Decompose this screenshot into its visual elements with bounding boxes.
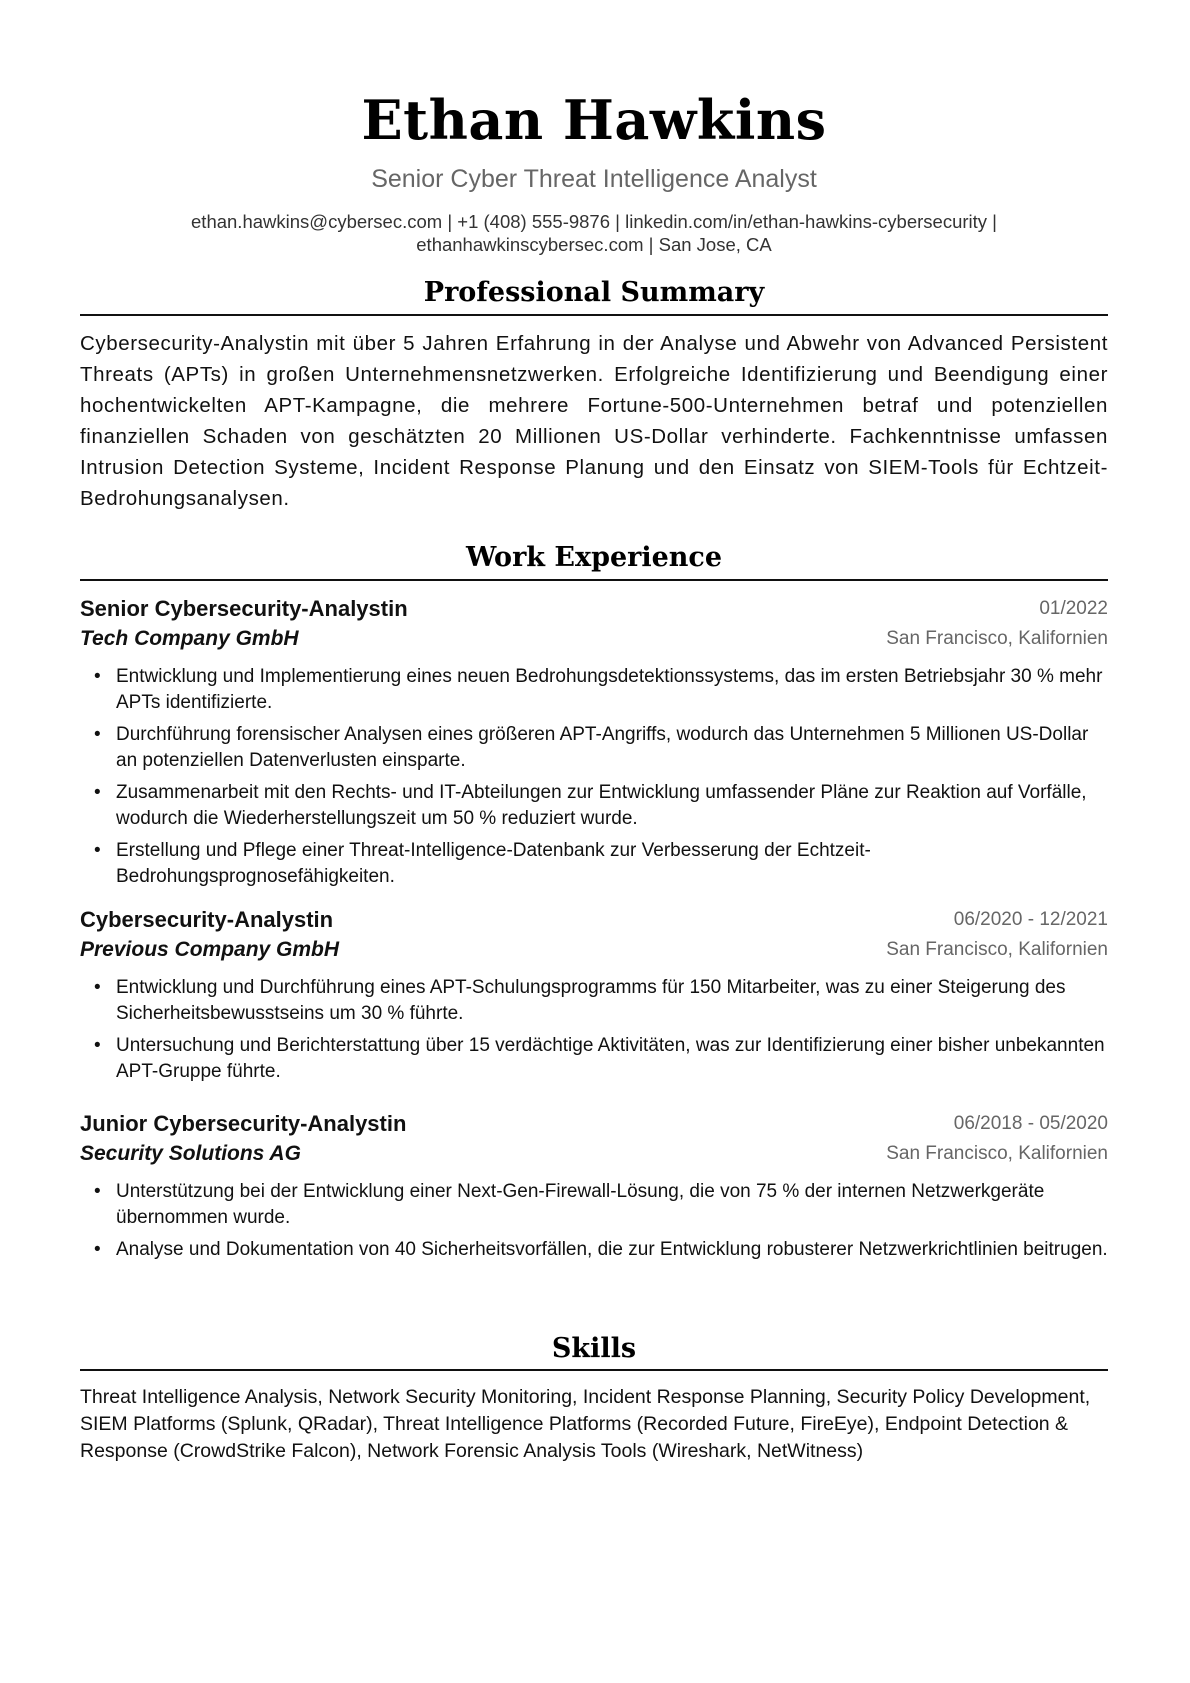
job-location: San Francisco, Kalifornien (886, 939, 1108, 960)
job-company: Previous Company GmbH (80, 938, 340, 961)
job-title: Junior Cybersecurity-Analystin (80, 1111, 407, 1136)
contact-line-2: ethanhawkinscybersec.com | San Jose, CA (416, 234, 772, 255)
experience-divider (80, 579, 1108, 581)
list-item (80, 664, 1108, 716)
bullet-text: Durchführung forensischer Analysen eines größeren APT-Angriffs, wodurch das Unternehmen 5 Millionen US-Dollar an potenziellen Datenverlusten einsparte. (116, 724, 1089, 771)
job-bullets (80, 664, 1108, 890)
job-location: San Francisco, Kalifornien (886, 1143, 1108, 1164)
job-title: Senior Cybersecurity-Analystin (80, 596, 408, 621)
job-bullets (80, 1179, 1108, 1263)
job-location: San Francisco, Kalifornien (886, 628, 1108, 649)
job-date: 06/2018 - 05/2020 (953, 1113, 1108, 1134)
summary-text: Cybersecurity-Analystin mit über 5 Jahren Erfahrung in der Analyse und Abwehr von Advanced Persistent Threats (APTs) in großen Unternehmensnetzwerken. Erfolgreiche Identifizierung und Beendigung einer hochentwickelten APT-Kampagne, die mehrere Fortune-500-Unternehmen betraf und potenziellen finanziellen Schaden von geschätzten 20 Millionen US-Dollar verhinderte. Fachkenntnisse umfassen Intrusion Detection Systeme, Incident Response Planung und den Einsatz von SIEM-Tools für Echtzeit-Bedrohungsanalysen. (80, 332, 1108, 510)
bullet-icon: • (94, 666, 101, 687)
list-item (80, 838, 1108, 890)
summary-heading: Professional Summary (423, 277, 765, 308)
list-item (80, 975, 1108, 1027)
list-item (80, 780, 1108, 832)
bullet-text: Untersuchung und Berichterstattung über 15 verdächtige Aktivitäten, was zur Identifizierung einer bisher unbekannten APT-Gruppe führte. (116, 1035, 1105, 1082)
experience-heading: Work Experience (465, 542, 723, 573)
list-item (80, 1237, 1108, 1263)
skills-divider (80, 1369, 1108, 1371)
job-entry (80, 594, 1108, 896)
job-entry (80, 1109, 1108, 1269)
bullet-icon: • (94, 724, 101, 745)
bullet-text: Unterstützung bei der Entwicklung einer Next-Gen-Firewall-Lösung, die von 75 % der internen Netzwerkgeräte übernommen wurde. (116, 1181, 1045, 1228)
bullet-icon: • (94, 782, 101, 803)
candidate-name: Ethan Hawkins (361, 88, 827, 152)
skills-text: Threat Intelligence Analysis, Network Security Monitoring, Incident Response Planning, Security Policy Development, SIEM Platforms (Splunk, QRadar), Threat Intelligence Platforms (Recorded Future, FireEye), Endpoint Detection & Response (CrowdStrike Falcon), Network Forensic Analysis Tools (Wireshark, NetWitness) (80, 1386, 1091, 1462)
candidate-title: Senior Cyber Threat Intelligence Analyst (371, 165, 817, 193)
list-item (80, 1033, 1108, 1085)
bullet-text: Erstellung und Pflege einer Threat-Intelligence-Datenbank zur Verbesserung der Echtzeit-Bedrohungsprognosefähigkeiten. (116, 840, 871, 887)
job-bullets (80, 975, 1108, 1085)
bullet-icon: • (94, 1035, 101, 1056)
bullet-icon: • (94, 840, 101, 861)
job-entry (80, 905, 1108, 1091)
bullet-text: Entwicklung und Implementierung eines neuen Bedrohungsdetektionssystems, das im ersten Betriebsjahr 30 % mehr APTs identifizierte. (116, 666, 1103, 713)
bullet-text: Analyse und Dokumentation von 40 Sicherheitsvorfällen, die zur Entwicklung robusterer Netzwerkrichtlinien beitrugen. (116, 1239, 1108, 1260)
contact-line-1: ethan.hawkins@cybersec.com | +1 (408) 555-9876 | linkedin.com/in/ethan-hawkins-cybersecurity | (191, 211, 997, 232)
list-item (80, 722, 1108, 774)
bullet-text: Entwicklung und Durchführung eines APT-Schulungsprogramms für 150 Mitarbeiter, was zu einer Steigerung des Sicherheitsbewusstseins um 30 % führte. (116, 977, 1066, 1024)
job-company: Security Solutions AG (80, 1142, 301, 1165)
bullet-icon: • (94, 977, 101, 998)
bullet-icon: • (94, 1239, 101, 1260)
contact-info (80, 210, 1108, 256)
bullet-icon: • (94, 1181, 101, 1202)
job-title: Cybersecurity-Analystin (80, 907, 334, 932)
summary-divider (80, 314, 1108, 316)
list-item (80, 1179, 1108, 1231)
job-date: 01/2022 (1039, 598, 1108, 619)
job-company: Tech Company GmbH (80, 627, 299, 650)
job-date: 06/2020 - 12/2021 (953, 909, 1108, 930)
skills-heading: Skills (551, 1333, 637, 1364)
bullet-text: Zusammenarbeit mit den Rechts- und IT-Abteilungen zur Entwicklung umfassender Pläne zur Reaktion auf Vorfälle, wodurch die Wiederherstellungszeit um 50 % reduziert wurde. (116, 782, 1087, 829)
